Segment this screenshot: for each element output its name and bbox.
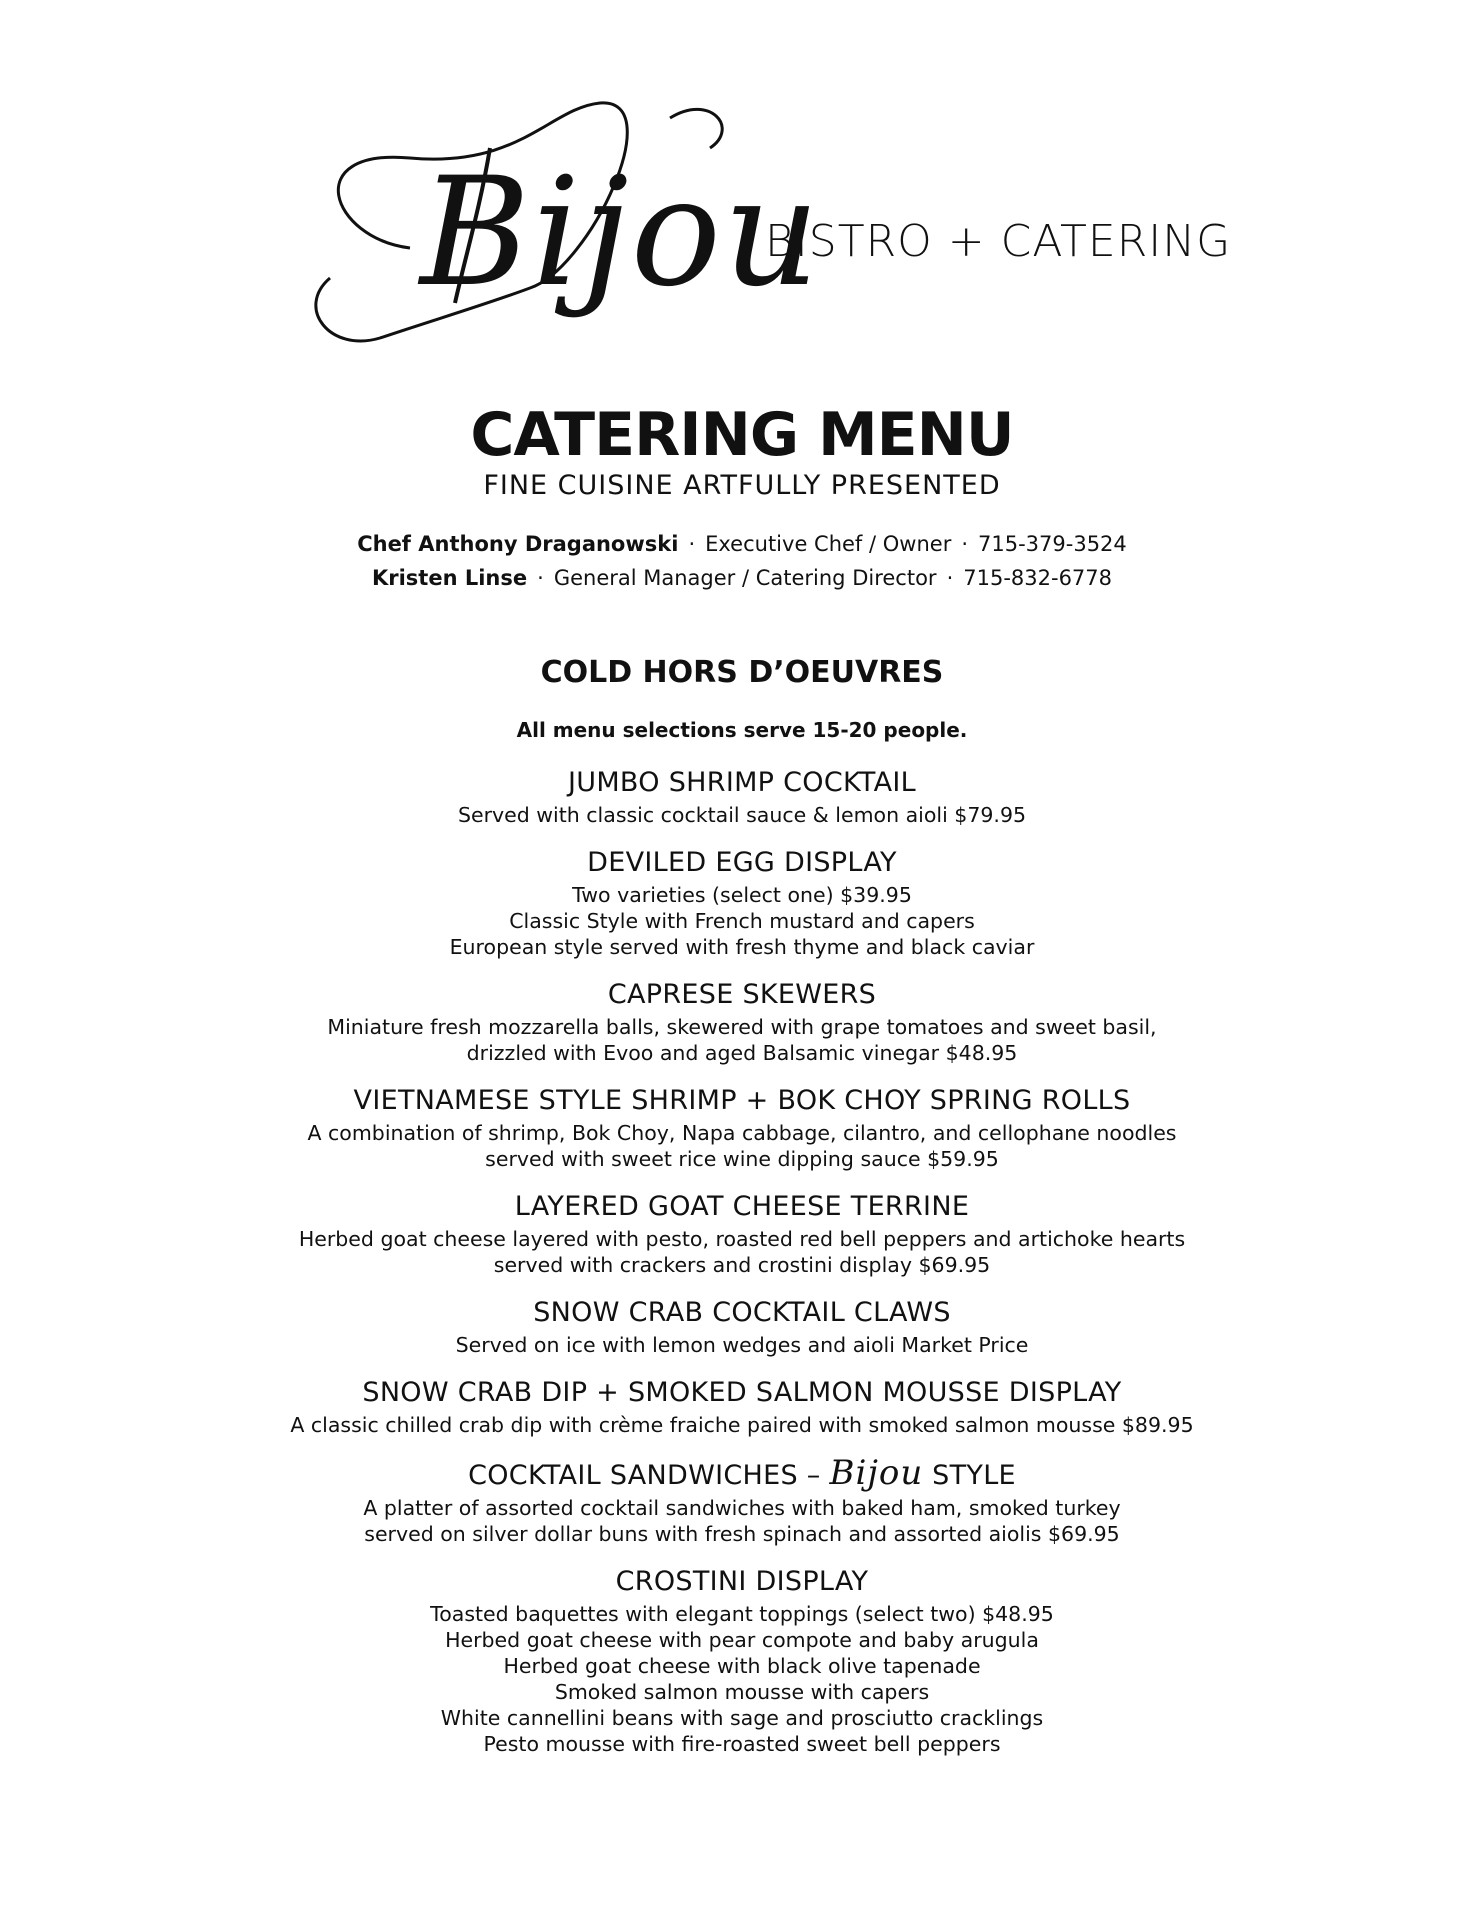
logo — [290, 88, 1232, 358]
item-name-suffix: STYLE — [923, 1460, 1016, 1491]
bijou-script-wordmark: Bijou — [829, 1453, 924, 1493]
item-description: Two varieties (select one) $39.95 — [572, 883, 912, 907]
contact-phone: 715-832-6778 — [963, 566, 1113, 590]
item-description: A classic chilled crab dip with crème fraiche paired with smoked salmon mousse $89.95 — [290, 1413, 1194, 1437]
contact-line-2 — [0, 566, 1484, 590]
logo-wordmark: Bijou — [420, 146, 822, 320]
page-title: CATERING MENU — [470, 400, 1014, 470]
separator-dot: · — [537, 566, 544, 590]
contact-name: Chef Anthony Draganowski — [357, 532, 679, 556]
item-description: European style served with fresh thyme and black caviar — [449, 935, 1035, 959]
item-name: CROSTINI DISPLAY — [615, 1566, 869, 1597]
item-name: SNOW CRAB DIP + SMOKED SALMON MOUSSE DISPLAY — [362, 1377, 1122, 1408]
logo-tagline: BISTRO + CATERING — [765, 216, 1232, 267]
item-description: Served on ice with lemon wedges and aioli Market Price — [455, 1333, 1029, 1357]
item-description: drizzled with Evoo and aged Balsamic vinegar $48.95 — [466, 1041, 1018, 1065]
item-name: CAPRESE SKEWERS — [607, 979, 877, 1010]
item-description: Miniature fresh mozzarella balls, skewered with grape tomatoes and sweet basil, — [327, 1015, 1157, 1039]
contact-role: General Manager / Catering Director — [553, 566, 937, 590]
item-name: VIETNAMESE STYLE SHRIMP + BOK CHOY SPRING ROLLS — [353, 1085, 1131, 1116]
item-description: Classic Style with French mustard and capers — [509, 909, 975, 933]
menu-items — [0, 764, 1484, 1773]
item-description: Served with classic cocktail sauce & lemon aioli $79.95 — [457, 803, 1027, 827]
item-name: COCKTAIL SANDWICHES – — [468, 1460, 830, 1491]
item-description: served on silver dollar buns with fresh spinach and assorted aiolis $69.95 — [364, 1522, 1120, 1546]
item-description: Herbed goat cheese layered with pesto, roasted red bell peppers and artichoke hearts — [298, 1227, 1186, 1251]
item-name: SNOW CRAB COCKTAIL CLAWS — [533, 1297, 951, 1328]
page-subtitle: FINE CUISINE ARTFULLY PRESENTED — [483, 470, 1001, 501]
menu-item — [0, 1188, 1484, 1278]
menu-item — [0, 844, 1484, 960]
contact-name: Kristen Linse — [371, 566, 528, 590]
contact-role: Executive Chef / Owner — [705, 532, 952, 556]
item-description: served with sweet rice wine dipping sauce $59.95 — [485, 1147, 999, 1171]
separator-dot: · — [961, 532, 969, 556]
contact-phone: 715-379-3524 — [978, 532, 1127, 556]
contact-line-1 — [0, 532, 1484, 556]
item-description: served with crackers and crostini display $69.95 — [493, 1253, 991, 1277]
item-name: LAYERED GOAT CHEESE TERRINE — [514, 1191, 970, 1222]
section-title: COLD HORS D’OEUVRES — [540, 655, 944, 690]
item-name: DEVILED EGG DISPLAY — [587, 847, 897, 878]
item-description: Toasted baquettes with elegant toppings (select two) $48.95 — [430, 1602, 1054, 1626]
menu-item — [0, 1374, 1484, 1438]
item-description: A combination of shrimp, Bok Choy, Napa cabbage, cilantro, and cellophane noodles — [307, 1121, 1177, 1145]
item-name-composite — [0, 1454, 1484, 1495]
menu-item — [0, 1563, 1484, 1757]
menu-item — [0, 1294, 1484, 1358]
menu-item — [0, 1454, 1484, 1547]
separator-dot: · — [688, 532, 696, 556]
serving-note: All menu selections serve 15-20 people. — [516, 718, 968, 742]
separator-dot: · — [946, 566, 954, 590]
menu-item — [0, 976, 1484, 1066]
item-description: Herbed goat cheese with pear compote and baby arugula — [445, 1628, 1039, 1652]
menu-item — [0, 1082, 1484, 1172]
item-description: Pesto mousse with fire-roasted sweet bell peppers — [483, 1732, 1001, 1756]
item-description: Smoked salmon mousse with capers — [554, 1680, 930, 1704]
item-name: JUMBO SHRIMP COCKTAIL — [568, 767, 916, 798]
item-description: Herbed goat cheese with black olive tapenade — [503, 1654, 981, 1678]
item-description: White cannellini beans with sage and prosciutto cracklings — [440, 1706, 1044, 1730]
menu-item — [0, 764, 1484, 828]
item-description: A platter of assorted cocktail sandwiches with baked ham, smoked turkey — [363, 1496, 1121, 1520]
